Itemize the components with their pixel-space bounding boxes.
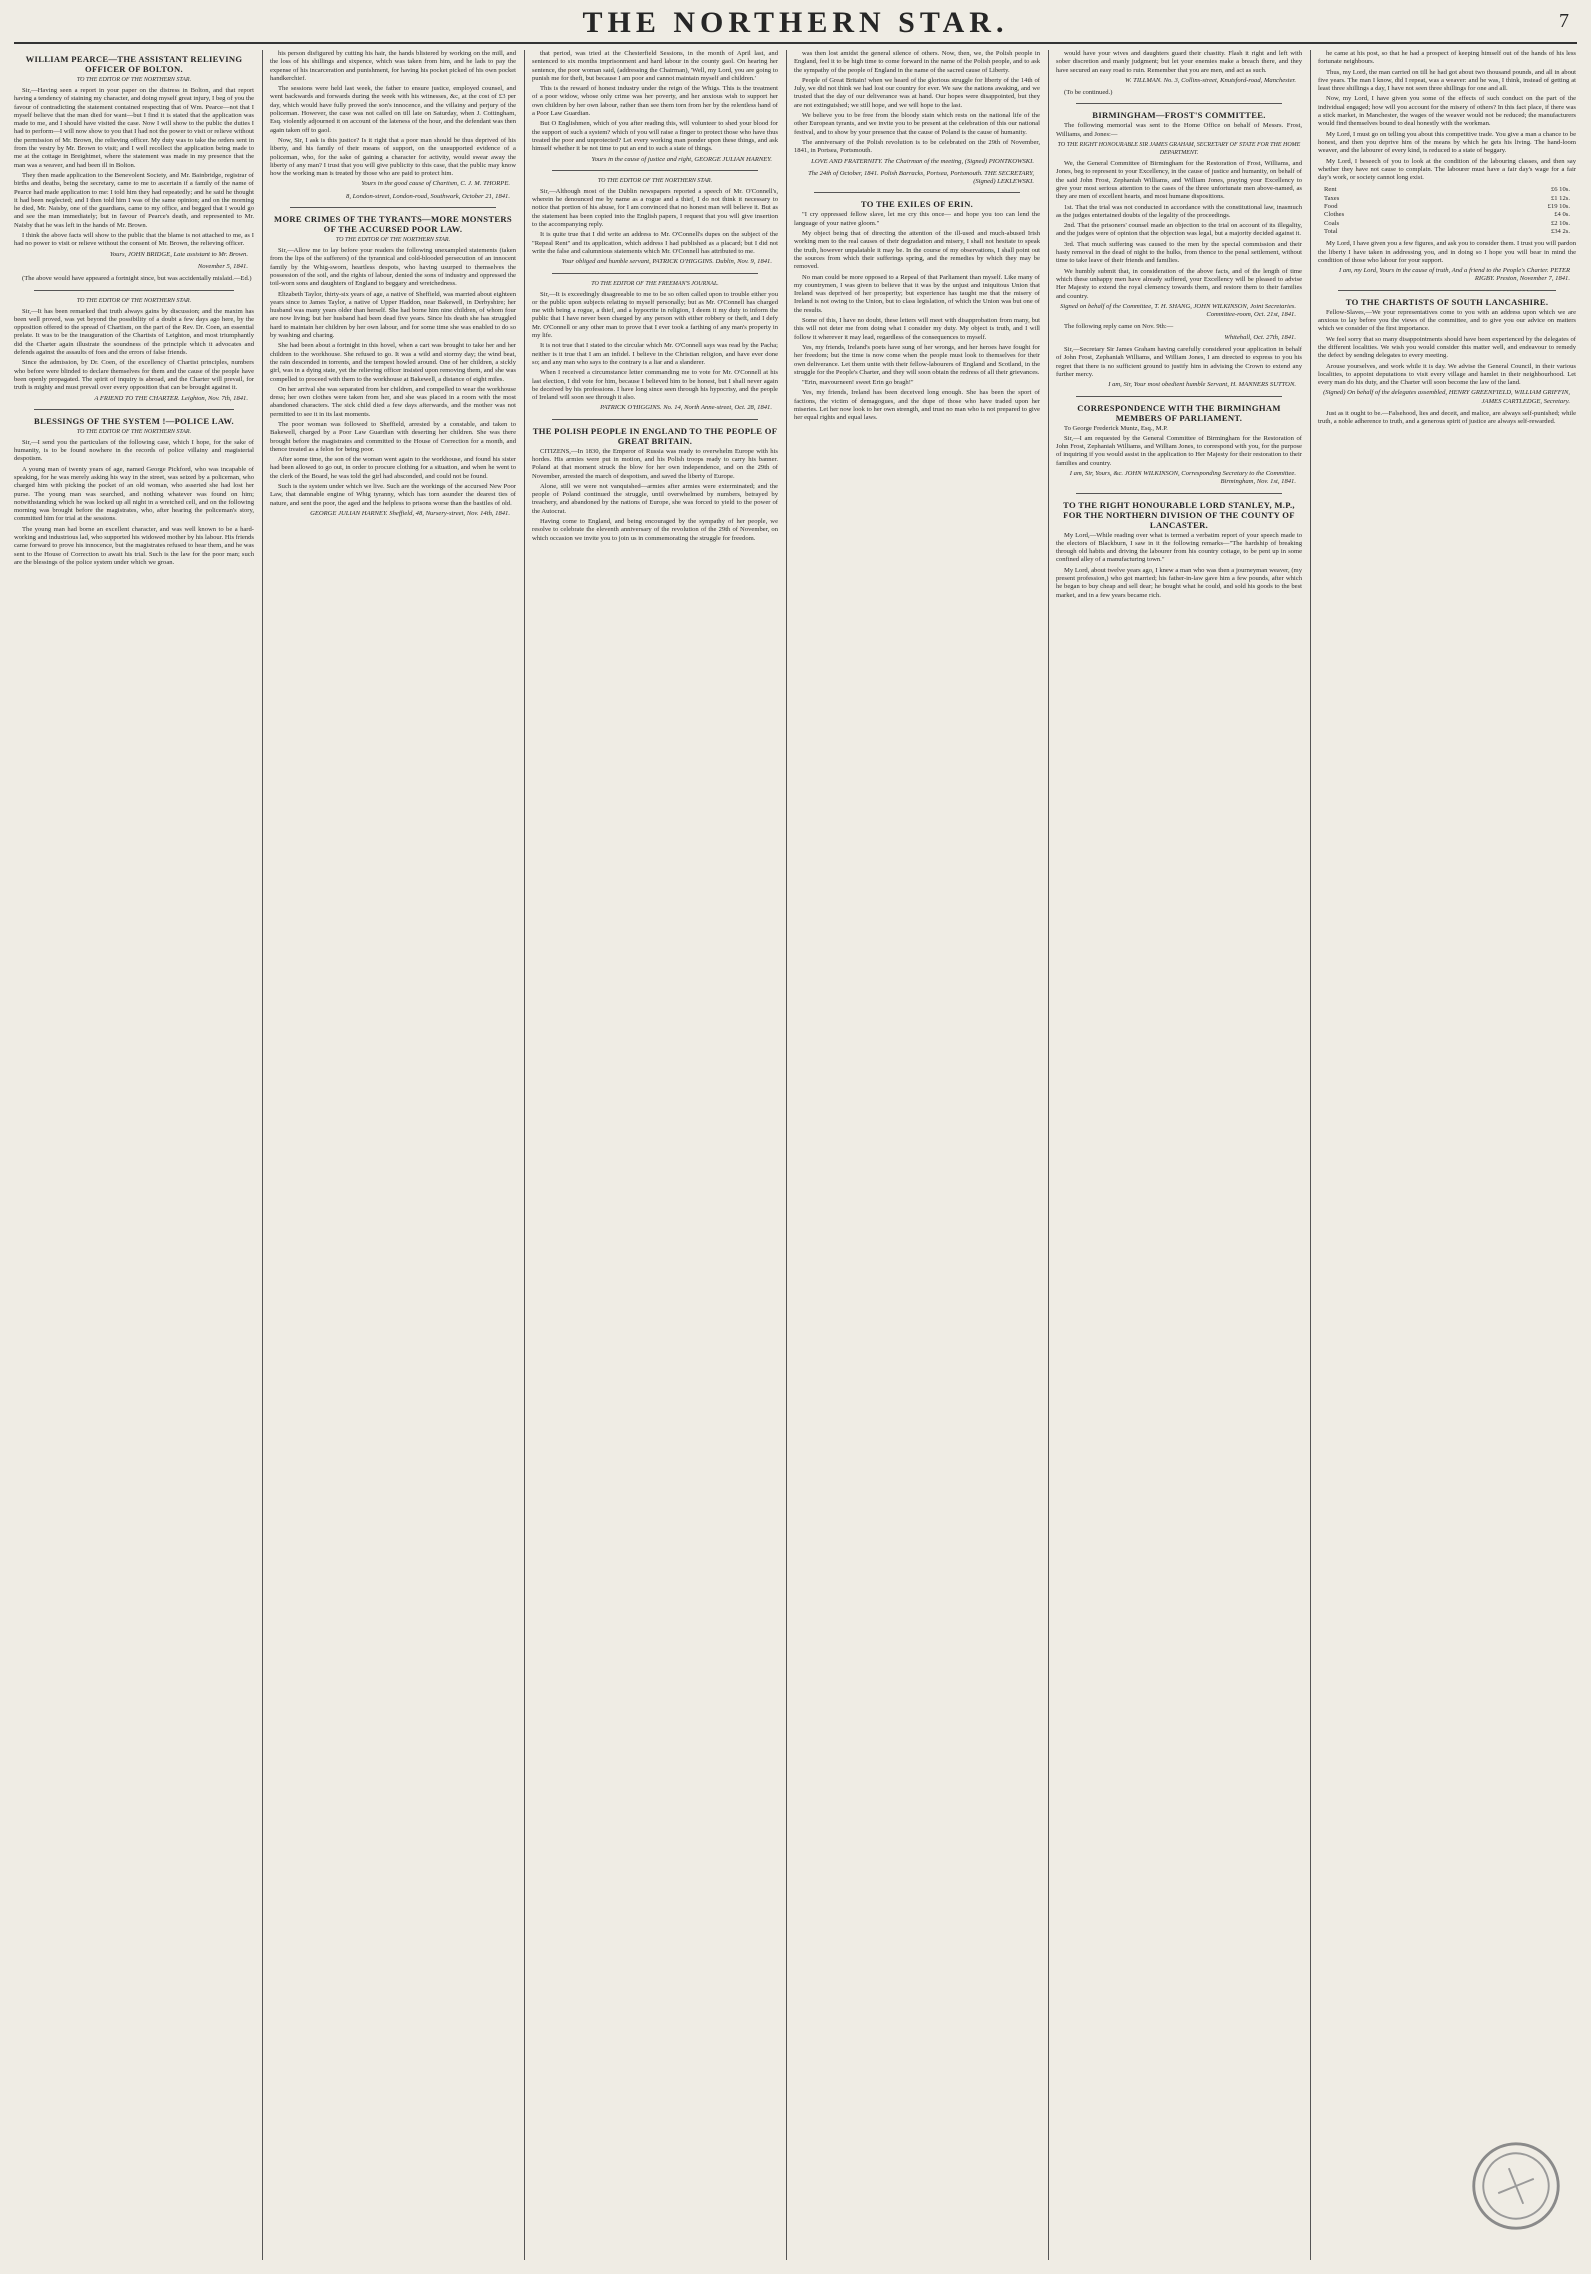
table-cell-label: Food xyxy=(1324,203,1338,211)
article-paragraph: Yes, my friends, Ireland's poets have sung of her wrongs, and her heroes have fought for her freedom; but the time is now come when the people must look to themselves for their own deliverance. Let them unite with their fellow-labourers of England and Scotland, in the struggle for the People's Charter, and they will soon obtain the redress of all their grievances. xyxy=(794,343,1040,376)
letter-address: TO THE RIGHT HONOURABLE SIR JAMES GRAHAM, SECRETARY OF STATE FOR THE HOME DEPARTMENT. xyxy=(1057,142,1301,157)
article-paragraph: (To be continued.) xyxy=(1064,89,1113,97)
article-paragraph: Arouse yourselves, and work while it is day. We advise the General Council, in their various localities, to appoint deputations to visit every village and hamlet in their neighbourhood. Let every man do his duty, and the Charter will soon become the law of the land. xyxy=(1318,362,1576,387)
table-row xyxy=(1318,186,1576,194)
article-paragraph: People of Great Britain! when we heard of the glorious struggle for liberty of the 14th of July, we did not think we had lost our country for ever. We saw the nations awaking, and we trusted that the day of our deliverance was at hand. Our hopes were disappointed, but they are not extinguished; we still hope, and we will hope to the last. xyxy=(794,76,1040,109)
letter-signature: (Signed) On behalf of the delegates assembled, HENRY GREENFIELD, WILLIAM GRIFFIN, JAMES CARTLEDGE, Secretary. xyxy=(1323,389,1570,405)
letter-address: TO THE EDITOR OF THE NORTHERN STAR. xyxy=(597,177,713,184)
column-divider xyxy=(786,50,787,2260)
article-paragraph: We believe you to be free from the bloody stain which rests on the national life of the other European tyrants, and we invite you to be present at the celebration of this our national festival, and to show by your presence that the cause of Poland is the cause of humanity. xyxy=(794,112,1040,136)
column-divider xyxy=(1310,50,1311,2260)
article-paragraph: We feel sorry that so many disappointments should have been experienced by the delegates of the different localities. We wish you would consider this matter well, and endeavour to remedy the defect by sending delegates to every meeting. xyxy=(1318,335,1576,360)
article-paragraph: his person disfigured by cutting his hair, the hands blistered by working on the mill, and the loss of his shillings and sixpence, which was taken from him, and he lads to pay the expense of his incarceration and punishment, for having his pocket picked of his own pocket handkerchief. xyxy=(270,50,516,82)
article-paragraph: "I cry oppressed fellow slave, let me cry this once— and hope you too can lend the language of your native gloom." xyxy=(794,211,1040,227)
article-heading: BLESSINGS OF THE SYSTEM !—POLICE LAW. xyxy=(34,415,234,426)
letter-signature: I am, Sir, Your most obedient humble Servant, H. MANNERS SUTTON. xyxy=(1108,381,1296,389)
article-heading: BIRMINGHAM—FROST'S COMMITTEE. xyxy=(1092,110,1266,121)
article-paragraph: Sir,—It has been remarked that truth always gains by discussion; and the maxim has been well proved, was yet beyond the possibility of a doubt a few days ago here, by the opposition offered to the spread of Chartism, on the part of the Rev. Dr. Coen, an essential prelate. It was to be the inauguration of the Chartists of Leighton, and most triumphantly did the Charter again illustrate the soundness of the principle which it advocates and defends against the assaults of foes and the errors of false friends. xyxy=(14,307,254,357)
article-paragraph: When I received a circumstance letter commanding me to vote for Mr. O'Connell at his last election, I did vote for him, because I believed him to be honest, but I shall never again be deceived by his professions. I have long since seen through his hypocrisy, and the people of Ireland will soon see through it also. xyxy=(532,369,778,402)
article-paragraph: We humbly submit that, in consideration of the above facts, and of the length of time which these unhappy men have already suffered, your Excellency will be pleased to advise Her Majesty to extend the royal clemency towards them, and restore them to their families and country. xyxy=(1056,267,1302,300)
article-paragraph: Sir,—I am requested by the General Committee of Birmingham for the Restoration of John Frost, Zephaniah Williams, and William Jones, to correspond with you, for the purpose of inquiring if you would assist in the application to Her Majesty for their restoration to their families and country. xyxy=(1056,434,1302,467)
article-paragraph: Thus, my Lord, the man carried on till he had got about two thousand pounds, and all in about five years. The man I know, did I repeat, was a weaver: and he was, I think, instead of getting at least three shillings a day, I have not seen three shillings for one and all. xyxy=(1318,68,1576,93)
article-paragraph: he came at his post, so that he had a prospect of keeping himself out of the hands of his less fortunate neighbours. xyxy=(1318,50,1576,66)
column-6 xyxy=(1318,50,1576,2260)
article-paragraph: (The above would have appeared a fortnight since, but was accidentally mislaid.—Ed.) xyxy=(22,275,252,283)
article-paragraph: The following reply came on Nov. 9th:— xyxy=(1064,323,1174,331)
article-heading: TO THE CHARTISTS OF SOUTH LANCASHIRE. xyxy=(1345,296,1549,307)
article-paragraph: Some of this, I have no doubt, these letters will meet with disapprobation from many, but this will not deter me from doing what I consider my duty. My object is truth, and I will follow it wherever it may lead, regardless of the consequences to myself. xyxy=(794,317,1040,341)
article-paragraph: My Lord, I have given you a few figures, and ask you to consider them. I trust you will pardon the liberty I have taken in addressing you, and in doing so I hope you will bear in mind the condition of those who labour for your support. xyxy=(1318,240,1576,264)
article-paragraph: Since the admission, by Dr. Coen, of the excellency of Chartist principles, numbers who before were blinded to declare themselves for them and the cause of the people have been openly propagated. The spirit of inquiry is abroad, and the Charter will prevail, for truth is mighty and must prevail over every opposition that can be brought against it. xyxy=(14,359,254,392)
article-separator xyxy=(814,192,1020,193)
article-paragraph: We, the General Committee of Birmingham for the Restoration of Frost, Williams, and Jones, beg to represent to your Excellency, in the cause of justice and humanity, on behalf of the said John Frost, Zephaniah Williams, and William Jones, praying your Excellency to give your most serious attention to the cases of the three unfortunate men above-named, as they are men of excellent hearts, and most humane dispositions. xyxy=(1056,160,1302,201)
article-heading: CORRESPONDENCE WITH THE BIRMINGHAM MEMBERS OF PARLIAMENT. xyxy=(1077,402,1281,423)
letter-signature: LOVE AND FRATERNITY. The Chairman of the meeting, (Signed) PIONTKOWSKI. xyxy=(811,157,1034,165)
column-4 xyxy=(794,50,1040,2260)
article-paragraph: Just as it ought to be.—Falsehood, lies and deceit, and malice, are always self-punished; while truth, a noble adherence to truth, and a generous spirit of justice are always self-rewarded. xyxy=(1318,409,1576,426)
article-paragraph: 2nd. That the prisoners' counsel made an objection to the trial on account of its illegality, and the judges were of opinion that the objection was legal, but a majority decided against it. xyxy=(1056,222,1302,238)
article-paragraph: Fellow-Slaves,—We your representatives come to you with an address upon which we are anxious to lay before you the views of the committee, and to give you our advice on matters which we consider of the first importance. xyxy=(1318,308,1576,333)
article-paragraph: She had been about a fortnight in this hovel, when a cart was brought to take her and her children to the workhouse. She refused to go. It was a wild and stormy day; the wind beat, the rain descended in torrents, and the tempest howled around. One of her children, a sickly girl, was in a dying state, yet the relieving officer insisted upon removing them, and she was compelled to proceed with them to the workhouse at Bakewell, a distance of eight miles. xyxy=(270,342,516,383)
article-heading: TO THE EXILES OF ERIN. xyxy=(860,199,974,210)
article-separator xyxy=(1076,103,1282,104)
article-paragraph: Now, Sir, I ask is this justice? Is it right that a poor man should be thus deprived of his liberty, and his family of their means of support, on the unsupported evidence of a policeman, who, for the sake of gaining a character for activity, would swear away the liberty of any man? I trust that you will give publicity to this case, that the public may know how the working man is treated by those who are paid to protect him. xyxy=(270,136,516,178)
article-separator xyxy=(1076,493,1282,494)
letter-signature: Yours in the good cause of Chartism, C. J. M. THORPE. xyxy=(361,180,510,188)
table-cell-value: £2 10s. xyxy=(1550,219,1570,227)
letter-address: TO THE EDITOR OF THE FREEMAN'S JOURNAL. xyxy=(591,280,719,287)
letter-address: TO THE EDITOR OF THE NORTHERN STAR. xyxy=(76,297,192,304)
letter-signature: The 24th of October, 1841. Polish Barracks, Portsea, Portsmouth. THE SECRETARY, (Signed) LEKLEWSKI. xyxy=(808,169,1034,186)
table-row xyxy=(1318,195,1576,203)
article-paragraph: It is not true that I stated to the circular which Mr. O'Connell says was read by the Pacha; neither is it true that I am an infidel. I believe in the Christian religion, and have ever done so; and any man who says to the contrary is a liar and a slanderer. xyxy=(532,342,778,366)
column-divider xyxy=(524,50,525,2260)
column-divider xyxy=(1048,50,1049,2260)
article-heading: MORE CRIMES OF THE TYRANTS—MORE MONSTERS OF THE ACCURSED POOR LAW. xyxy=(274,214,512,235)
article-paragraph: A young man of twenty years of age, named George Pickford, who was incapable of speaking, for he was merely asking his way in the street, was seized by a policeman, who charged him with picking the pocket of an old woman, who asserted she had lost her purse. The young man was searched, and nothing whatever was found on him; notwithstanding which he was locked up all night in a wretched cell, and on the following morning was brought before the magistrates, who, after hearing the policeman's story, committed him for trial at the sessions. xyxy=(14,465,254,523)
table-cell-label: Rent xyxy=(1324,186,1337,194)
column-1 xyxy=(14,50,254,2260)
letter-signature: GEORGE JULIAN HARNEY. Sheffield, 48, Nursery-street, Nov. 14th, 1841. xyxy=(310,509,510,517)
table-cell-label: Total xyxy=(1324,227,1338,235)
table-cell-label: Clothes xyxy=(1324,211,1345,219)
article-heading: THE POLISH PEOPLE IN ENGLAND TO THE PEOPLE OF GREAT BRITAIN. xyxy=(532,425,778,446)
article-separator xyxy=(552,170,758,171)
letter-signature: A FRIEND TO THE CHARTER. Leighton, Nov. 7th, 1841. xyxy=(94,394,248,402)
letter-signature: W. TILLMAN. No. 3, Collins-street, Knutsford-road, Manchester. xyxy=(1124,76,1296,84)
letter-signature: I am, my Lord, Yours in the cause of truth, And a friend to the People's Charter. PETER RIGBY. Preston, November 7, 1841. xyxy=(1338,267,1570,283)
letter-signature: Yours, JOHN BRIDGE, Late assistant to Mr. Brown. xyxy=(109,250,248,258)
column-3 xyxy=(532,50,778,2260)
article-heading: WILLIAM PEARCE—THE ASSISTANT RELIEVING OFFICER OF BOLTON. xyxy=(25,54,243,74)
article-paragraph: My Lord, I must go on telling you about this competitive trade. You give a man a chance to be honest, and then you deprive him of the means by which he gets his living. The hand-loom weaver, and the labourer of every kind, is reduced to a state of beggary. xyxy=(1318,130,1576,155)
letter-address: TO THE EDITOR OF THE NORTHERN STAR. xyxy=(76,428,192,435)
table-cell-value: £6 10s. xyxy=(1550,186,1570,194)
article-paragraph: Yes, my friends, Ireland has been deceived long enough. She has been the sport of factions, the victim of demagogues, and the dupe of those who have traded upon her miseries. Let her now look to her own strength, and trust no man who is not prepared to give her equal rights and equal laws. xyxy=(794,389,1040,422)
article-paragraph: Alone, still we were not vanquished—armies after armies were exterminated; and the people of Poland continued the struggle, until overwhelmed by numbers, betrayed by treachery, and abandoned by the nations of Europe, she was forced to yield to the power of the Autocrat. xyxy=(532,482,778,515)
expense-table xyxy=(1318,186,1576,236)
article-paragraph: Elizabeth Taylor, thirty-six years of age, a native of Sheffield, was married about eighteen years since to James Taylor, a native of Upper Haddon, near Bakewell, in Derbyshire; her husband was many years older than herself. She had borne him nine children, of whom four are now living; but her husband had been dead five years. Since his death she has struggled hard to maintain her children by her own labour, and for some time she was enabled to do so by washing and charing. xyxy=(270,290,516,340)
article-paragraph: My Lord, I beseech of you to look at the condition of the labouring classes, and then say whether they have not cause to complain. The labourer must have a fair day's wage for a fair day's work, or society cannot long exist. xyxy=(1318,157,1576,182)
article-paragraph: would have your wives and daughters guard their chastity. Flash it right and left with sober discretion and manly judgment; but let your enemies make a breach there, and they have secured an easy road to ruin. Remember that you are men, and act as such. xyxy=(1056,50,1302,74)
newspaper-title: THE NORTHERN STAR. xyxy=(582,6,1009,39)
article-heading: TO THE RIGHT HONOURABLE LORD STANLEY, M.P., FOR THE NORTHERN DIVISION OF THE COUNTY OF LANCASTER. xyxy=(1063,499,1295,530)
article-paragraph: Sir,—Secretary Sir James Graham having carefully considered your application in behalf of John Frost, Zephaniah Williams, and William Jones, I am directed to express to you his regret that there is no sufficient ground to justify him in advising the Crown to extend any further mercy. xyxy=(1056,346,1302,378)
article-paragraph: CITIZENS,—In 1830, the Emperor of Russia was ready to overwhelm Europe with his hordes. His armies were put in motion, and his Polish troops ready to carry his banner. Poland at that moment struck the blow for her own independence, and on the 29th of November, arrested the march of despotism, and saved the liberty of Europe. xyxy=(532,447,778,480)
article-paragraph: Sir,—Allow me to lay before your readers the following unexampled statements (taken from the lips of the sufferers) of the tyrannical and cold-blooded persecution of an innocent family by the Whig-sworn, heartless despots, who having usurped to themselves the possession of the soil, and the rights of labour, denied the sons of industry and oppressed the toil-worn sons and daughters of England to beggary and wretchedness. xyxy=(270,247,516,288)
table-cell-label: Coals xyxy=(1324,219,1340,227)
masthead xyxy=(14,4,1577,44)
article-paragraph: Now, my Lord, I have given you some of the effects of such conduct on the part of the individual engaged; how will you account for the misery of others? In this fact place, if there was a stick market, in Manchester, the wages of the weaver would not be reduced; the manufacturers would find themselves bound to deal honestly with the workman. xyxy=(1318,95,1576,128)
article-separator xyxy=(34,290,234,291)
article-paragraph: Sir,—It is exceedingly disagreeable to me to be so often called upon to trouble either you or the public upon subjects relating to myself personally; but as Mr. O'Connell has charged me with being a rogue, a thief, and a hypocrite in religion, I deem it my duty to inform the public that I have never been charged by any person with either robbery or theft, and I defy Mr. O'Connell or any other man to prove that I ever took a farthing of any man's property in my life. xyxy=(532,290,778,340)
article-separator xyxy=(1076,396,1282,397)
letter-address: TO THE EDITOR OF THE NORTHERN STAR. xyxy=(335,237,451,244)
article-paragraph: I think the above facts will show to the public that the blame is not attached to me, as I had no power to visit or relieve without the consent of Mr. Brown, the relieving officer. xyxy=(14,232,254,248)
article-paragraph: The following memorial was sent to the Home Office on behalf of Messrs. Frost, Williams, and Jones:— xyxy=(1056,122,1302,138)
article-paragraph: They then made application to the Benevolent Society, and Mr. Bainbridge, registrar of births and deaths, being the secretary, came to me to ascertain if a family of the name of Pearce had made application to me: I told him they had repeatedly; and he said he thought it had been neglected; and I then told him I was of the same opinion; and on the morning he died, Mr. Naisby, one of the guardians, came to my office, and begged that I would go and see the man immediately; but in favour of Pearce's death, and represented to Mr. Naisby that he was left in the hands of Mr. Brown. xyxy=(14,171,254,229)
article-paragraph: No man could be more opposed to a Repeal of that Parliament than myself. Like many of my countrymen, I was given to believe that it was by the unjust and iniquitous Union that Ireland was deprived of her prosperity; but experience has taught me that the misery of Ireland is not owing to the Union, but to class legislation, of which the Union was but one of the results. xyxy=(794,273,1040,314)
table-row xyxy=(1318,228,1576,236)
letter-signature: Whitehall, Oct. 27th, 1841. xyxy=(1224,333,1296,341)
table-row xyxy=(1318,211,1576,219)
article-paragraph: It is quite true that I did write an address to Mr. O'Connell's dupes on the subject of the "Repeal Rent" and its application, which address I had published as a placard; but I did not write the false and calumnious statements which Mr. O'Connell has attributed to me. xyxy=(532,231,778,255)
article-paragraph: was then lost amidst the general silence of others. Now, then, we, the Polish people in England, feel it to be high time to come forward in the name of the Polish people, and to ask the sympathy of the people of England in the name of the sacred cause of Liberty. xyxy=(794,50,1040,74)
article-paragraph: But O Englishmen, which of you after reading this, will volunteer to shed your blood for the support of such a system? which of you will raise a finger to protect those who have thus treated the poor and unprotected? Let every working man ponder upon these things, and ask himself whether it be not time to put an end to such a state of things. xyxy=(532,120,778,153)
letter-signature: Signed on behalf of the Committee, T. H. SHANG, JOHN WILKINSON, Joint Secretaries. Committee-room, Oct. 21st, 1841. xyxy=(1060,302,1296,319)
article-paragraph: After some time, the son of the woman went again to the workhouse, and found his sister had been allowed to go out, in order to procure clothing for a situation, and when he went to the clerk of the Board, he was told the girl had absconded, and could not be found. xyxy=(270,456,516,480)
article-paragraph: that period, was tried at the Chesterfield Sessions, in the month of April last, and sentenced to six months imprisonment and hard labour in the county gaol. On hearing her sentence, the poor woman said, (addressing the Chairman), 'Well, my Lord, you are going to punish me for theft, but because I am poor and cannot maintain myself and children.' xyxy=(532,50,778,82)
article-separator xyxy=(552,419,758,420)
article-paragraph: Such is the system under which we live. Such are the workings of the accursed New Poor Law, that damnable engine of Whig tyranny, which has torn asunder the dearest ties of nature, and sent the poor, the aged and the helpless to prisons worse than the bastiles of old. xyxy=(270,483,516,507)
letter-signature: 8, London-street, London-road, Southwark, October 21, 1841. xyxy=(346,192,510,200)
table-cell-value: £4 0s. xyxy=(1554,211,1570,219)
table-cell-value: £19 10s. xyxy=(1547,203,1570,211)
article-paragraph: This is the reward of honest industry under the reign of the Whigs. This is the treatment of a poor widow, whose only crime was her poverty, and her anxious wish to support her own children by her own labour, rather than see them torn from her by the relentless hand of a Poor Law Guardian. xyxy=(532,85,778,118)
article-paragraph: My object being that of directing the attention of the ill-used and much-abused Irish working men to the real causes of their degradation and misery, I shall not hesitate to speak the truth, however unpalatable it may be. In the course of my observations, I shall point out the sources from which their sufferings spring, and the remedies by which they may be removed. xyxy=(794,230,1040,271)
article-paragraph: Sir,—Having seen a report in your paper on the distress in Bolton, and that report having a tendency of staining my character, and doing myself great injury, I beg of you the favour of contradicting the statement contained respecting that of Wm. Pearce—not that I myself believe that the man died for want—but I find it is stated that the application was made to me, and I should have visited the case. Now I will show to the public the duties I had to perform—I will now show to you that I had not the power to visit or relieve without the permission of Mr. Brown, the relieving officer. My duty was to take the orders sent in from the vestry by Mr. Brown to visit; and I well recollect the application being made to me at the cottage in Breightmet, where the statement was made in my presence that the man was a weaver, and had been ill in Bolton. xyxy=(14,87,254,169)
letter-address: TO THE EDITOR OF THE NORTHERN STAR. xyxy=(76,77,192,83)
letter-signature: PATRICK O'HIGGINS. No. 14, North Anne-street, Oct. 28, 1841. xyxy=(600,404,772,412)
letter-signature: Your obliged and humble servant, PATRICK O'HIGGINS. Dublin, Nov. 9, 1841. xyxy=(561,258,772,266)
page-number: 7 xyxy=(1559,10,1569,32)
article-paragraph: 1st. That the trial was not conducted in accordance with the constitutional law, inasmuch as the judges entertained doubts of the legality of the proceedings. xyxy=(1056,203,1302,219)
table-row xyxy=(1318,220,1576,228)
table-row xyxy=(1318,203,1576,211)
article-paragraph: 3rd. That much suffering was caused to the men by the special commission and their hasty removal in the dead of night to the hulks, from thence to the penal settlement, without time to take leave of their friends and families. xyxy=(1056,240,1302,265)
letter-signature: November 5, 1841. xyxy=(197,262,248,270)
table-cell-value: £1 12s. xyxy=(1550,194,1570,202)
article-paragraph: Sir,—I send you the particulars of the following case, which I hope, for the sake of humanity, is to be found nowhere in the records of police villainy and magisterial despotism. xyxy=(14,438,254,463)
article-paragraph: The sessions were held last week, the father to ensure justice, employed counsel, and went backwards and forwards during the week with his witnesses, &c, at the cost of £3 per day, which would have fully proved the son's innocence, and the villainy and perjury of the policeman. However, the case was not called on till late on Saturday, when J. Cottingham, Esq. violently adjourned it on account of the lateness of the hour, and the defendant was then again taken off to gaol. xyxy=(270,85,516,134)
article-separator xyxy=(290,207,496,208)
article-paragraph: Having come to England, and being encouraged by the sympathy of her people, we resolve to celebrate the eleventh anniversary of the revolution of the 29th of November, on which occasion we invite you to join us in commemorating the struggle for freedom. xyxy=(532,518,778,542)
article-paragraph: My Lord, about twelve years ago, I knew a man who was then a journeyman weaver, (my present profession,) who got married; his father-in-law gave him a few pounds, after which he began to buy cheap and sell dear; he bought what he could, and sold his goods to the best market, and in a few years became rich. xyxy=(1056,566,1302,599)
article-paragraph: My Lord,—While reading over what is termed a verbatim report of your speech made to the electors of Blackburn, I saw in it the following remarks—"The hardship of breaking through old habits and driving the labourer from his country cottage, to be pent up in some confined alley of a manufacturing town." xyxy=(1056,531,1302,564)
table-cell-label: Taxes xyxy=(1324,194,1340,202)
letter-signature: I am, Sir, Yours, &c. JOHN WILKINSON, Corresponding Secretary to the Committee. Birmingham, Nov. 1st, 1841. xyxy=(1069,469,1296,486)
article-paragraph: "Erin, mavourneen! sweet Erin go bragh!" xyxy=(802,379,914,387)
article-separator xyxy=(552,273,758,274)
article-paragraph: On her arrival she was separated from her children, and compelled to wear the workhouse dress; her own clothes were taken from her, and she was placed in a room with the most abandoned characters. The sick child died a few days afterwards, and the mother was not permitted to see it in its last moments. xyxy=(270,385,516,418)
article-paragraph: The young man had borne an excellent character, and was well known to be a hard-working and industrious lad, who supported his widowed mother by his labour. His friends came forward to prove his innocence, but the magistrates refused to hear them, and he was sent to the House of Correction to await his trial. Such is the law for the poor man; such are the blessings of the police system under which we groan. xyxy=(14,525,254,566)
article-paragraph: Sir,—Although most of the Dublin newspapers reported a speech of Mr. O'Connell's, wherein he denounced me by name as a rogue and a thief, I do not think it necessary to notice that portion of his abuse, for I am convinced that no honest man will believe it. But as the statement has been copied into the English papers, I request that you will give insertion to the accompanying reply. xyxy=(532,187,778,229)
table-cell-value: £34 2s. xyxy=(1550,227,1570,235)
column-2 xyxy=(270,50,516,2260)
article-paragraph: To George Frederick Muntz, Esq., M.P. xyxy=(1064,424,1168,432)
article-paragraph: The poor woman was followed to Sheffield, arrested by a constable, and taken to Bakewell, charged by a Poor Law Guardian with deserting her children. She was there brought before the magistrates and committed to the House of Correction for a month, and thence treated as a felon for being poor. xyxy=(270,420,516,453)
column-divider xyxy=(262,50,263,2260)
letter-signature: Yours in the cause of justice and right, GEORGE JULIAN HARNEY. xyxy=(591,155,772,163)
article-separator xyxy=(1338,290,1556,291)
article-paragraph: The anniversary of the Polish revolution is to be celebrated on the 29th of November, 1841, in Portsea, Portsmouth. xyxy=(794,138,1040,155)
article-separator xyxy=(34,409,234,410)
column-5 xyxy=(1056,50,1302,2260)
